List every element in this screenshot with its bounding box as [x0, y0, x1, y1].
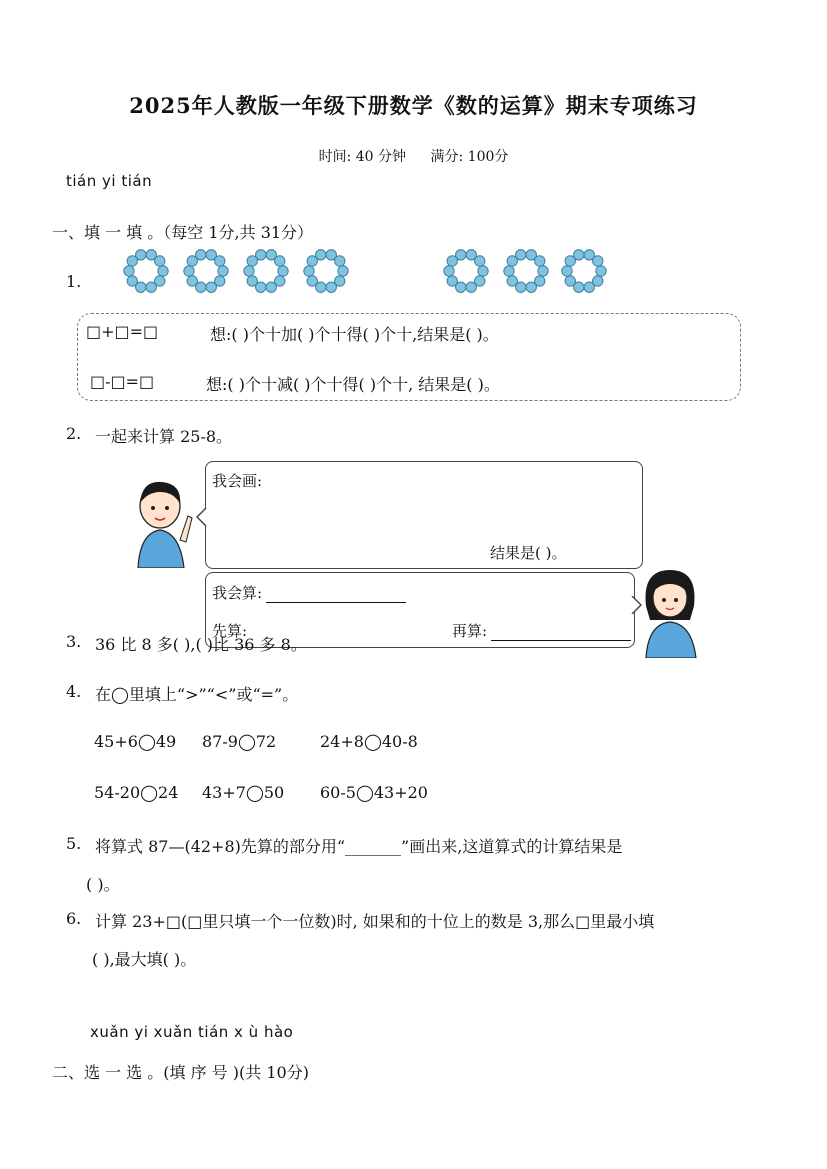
- q4-number: 4.: [66, 682, 82, 701]
- q4-item: 45+6◯49: [94, 732, 177, 751]
- bead-rings-illustration: [118, 245, 618, 297]
- q4-item: 87-9◯72: [202, 732, 277, 751]
- bead: [155, 256, 165, 266]
- bead-ring: [304, 250, 348, 293]
- q4-text: 在◯里填上“>”“<”或“=”。: [95, 685, 299, 704]
- bead: [466, 282, 476, 292]
- q5-text: 将算式 87—(42+8)先算的部分用“_______”画出来,这道算式的计算结果是: [95, 837, 623, 856]
- q1-number: 1.: [66, 272, 82, 291]
- bead: [338, 266, 348, 276]
- q6-text: 计算 23+□(□里只填一个一位数)时, 如果和的十位上的数是 3,那么□里最小填: [95, 912, 655, 931]
- boy-illustration: [130, 478, 200, 568]
- q2-text: 一起来计算 25-8。: [95, 427, 233, 446]
- then-label: 再算:: [452, 620, 631, 641]
- bead-ring: [562, 250, 606, 293]
- q4-item: 54-20◯24: [94, 783, 179, 802]
- bead: [596, 266, 606, 276]
- bead: [304, 266, 314, 276]
- girl-illustration: [640, 566, 700, 658]
- exam-meta: [0, 146, 827, 166]
- bead: [447, 276, 457, 286]
- q3-text: 36 比 8 多( ),( )比 36 多 8。: [95, 635, 307, 654]
- bead: [184, 266, 194, 276]
- bead-ring: [244, 250, 288, 293]
- q1-think-add: 想:( )个十加( )个十得( )个十,结果是( )。: [210, 325, 499, 344]
- full-score: 满分: 100分: [430, 149, 509, 165]
- section2-pinyin: xuǎn yi xuǎn tián x ù hào: [90, 1023, 294, 1041]
- bead: [158, 266, 168, 276]
- bead: [275, 256, 285, 266]
- bead: [507, 276, 517, 286]
- section1-heading: 一、填 一 填 。（每空 1分,共 31分）: [52, 223, 314, 242]
- bead: [475, 256, 485, 266]
- bead: [326, 282, 336, 292]
- q4-item: 43+7◯50: [202, 783, 285, 802]
- page-title: 2025年人教版一年级下册数学《数的运算》期末专项练习: [129, 93, 698, 118]
- bead: [247, 276, 257, 286]
- bead: [256, 250, 266, 260]
- bead: [444, 266, 454, 276]
- q6-number: 6.: [66, 909, 82, 928]
- bead: [215, 256, 225, 266]
- bead: [584, 282, 594, 292]
- bead: [187, 276, 197, 286]
- bead: [146, 282, 156, 292]
- bead-ring: [504, 250, 548, 293]
- bead: [124, 266, 134, 276]
- calc-label: 我会算:: [212, 582, 406, 603]
- draw-bubble: [205, 461, 643, 569]
- draw-label: 我会画:: [212, 472, 263, 490]
- draw-bubble-tail: [196, 508, 208, 526]
- bead: [196, 250, 206, 260]
- draw-result-label: 结果是( )。: [490, 544, 567, 562]
- q3-number: 3.: [66, 632, 82, 651]
- bead: [136, 250, 146, 260]
- bead: [266, 282, 276, 292]
- bead: [278, 266, 288, 276]
- bead: [316, 250, 326, 260]
- q5-answer: ( )。: [86, 875, 120, 894]
- bead: [526, 282, 536, 292]
- bead: [574, 250, 584, 260]
- bead-ring: [124, 250, 168, 293]
- bead-ring: [444, 250, 488, 293]
- q1-think-sub: 想:( )个十减( )个十得( )个十, 结果是( )。: [206, 375, 500, 394]
- bead: [504, 266, 514, 276]
- section2-heading: 二、选 一 选 。(填 序 号 )(共 10分): [52, 1063, 309, 1082]
- bead-ring: [184, 250, 228, 293]
- bead: [562, 266, 572, 276]
- time-limit: 时间: 40 分钟: [318, 149, 407, 165]
- bead: [206, 282, 216, 292]
- q6-answer: ( ),最大填( )。: [92, 950, 197, 969]
- bead: [307, 276, 317, 286]
- bead: [335, 256, 345, 266]
- section1-pinyin: tián yi tián: [66, 172, 153, 190]
- bead: [218, 266, 228, 276]
- q5-number: 5.: [66, 834, 82, 853]
- bead: [516, 250, 526, 260]
- bead: [244, 266, 254, 276]
- q1-formula-add: □+□=□: [86, 322, 159, 341]
- bead: [538, 266, 548, 276]
- bead: [456, 250, 466, 260]
- bead: [565, 276, 575, 286]
- bead: [127, 276, 137, 286]
- bead: [478, 266, 488, 276]
- bead: [535, 256, 545, 266]
- first-label: 先算:: [212, 622, 248, 640]
- q4-item: 60-5◯43+20: [320, 783, 428, 802]
- q2-number: 2.: [66, 424, 82, 443]
- q1-formula-sub: □-□=□: [90, 372, 155, 391]
- q4-item: 24+8◯40-8: [320, 732, 418, 751]
- bead: [593, 256, 603, 266]
